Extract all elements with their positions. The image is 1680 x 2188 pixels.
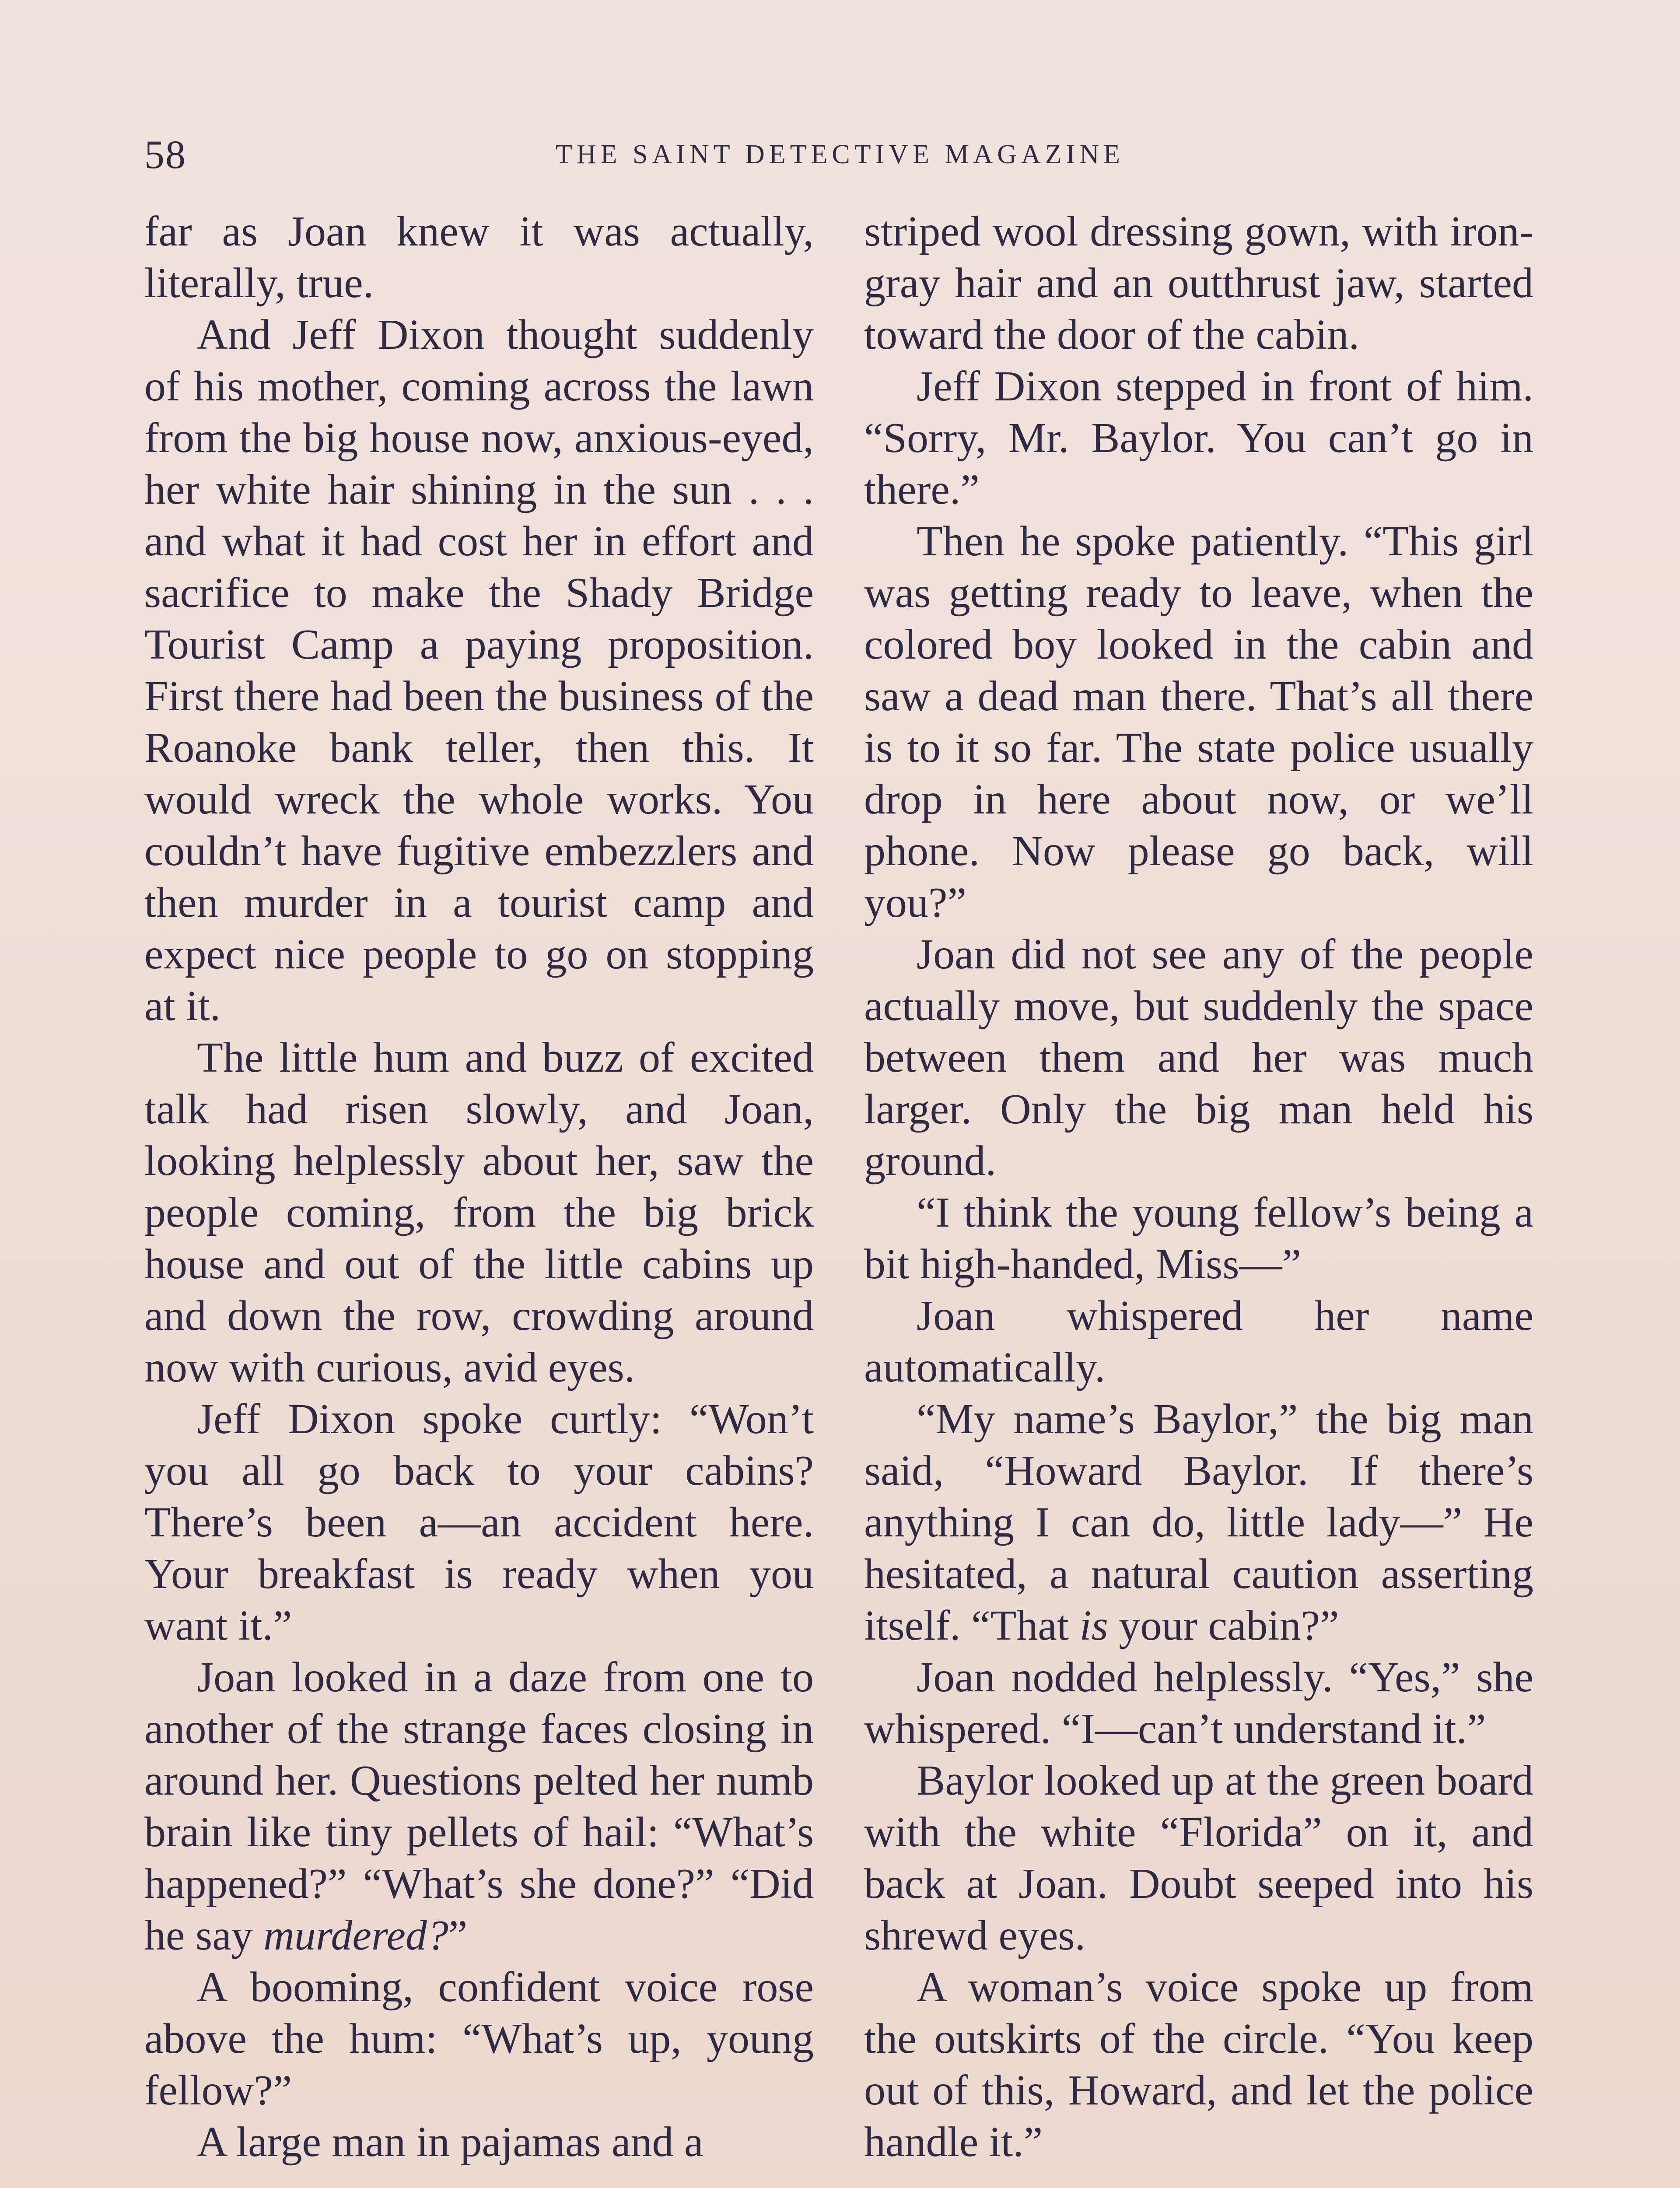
magazine-title: THE SAINT DETECTIVE MAGAZINE xyxy=(556,140,1124,169)
paragraph: far as Joan knew it was actually, literally, true. xyxy=(144,208,814,307)
paragraph: Baylor looked up at the green board with the white “Florida” on it, and back at Joan. Doubt seeped into his shrewd eyes. xyxy=(864,1757,1533,1959)
paragraph: A large man in pajamas and a xyxy=(197,2118,704,2166)
paragraph: Joan nodded helplessly. “Yes,” she whispered. “I—can’t understand it.” xyxy=(864,1654,1533,1753)
paragraph: Joan whispered her name automatically. xyxy=(864,1292,1533,1391)
running-head xyxy=(144,131,1536,179)
paragraph: The little hum and buzz of excited talk had risen slowly, and Joan, looking helplessly about her, saw the people coming, from the big brick house and out of the little cabins up and down the row, crowding around now with curious, avid eyes. xyxy=(144,1034,814,1391)
paragraph: And Jeff Dixon thought suddenly of his mother, coming across the lawn from the big house now, anxious-eyed, her white hair shining in the sun . . . and what it had cost her in effort and sacrifice to make the Shady Bridge Tourist Camp a paying proposition. First there had been the business of the Roanoke bank teller, then this. It would wreck the whole works. You couldn’t have fugitive embezzlers and then murder in a tourist camp and expect nice people to go on stopping at it. xyxy=(144,311,814,1030)
paragraph: Jeff Dixon stepped in front of him. “Sorry, Mr. Baylor. You can’t go in there.” xyxy=(864,363,1533,513)
paragraph xyxy=(144,1652,814,1961)
paragraph-text: Joan looked in a daze from one to another of the strange faces closing in around her. Questions pelted her numb brain like tiny pellets of hail: “What’s happened?” “What’s she done?” “Did he say xyxy=(144,1654,814,1959)
paragraph: Joan did not see any of the people actually move, but suddenly the space between them and her was much larger. Only the big man held his ground. xyxy=(864,931,1533,1185)
paragraph: striped wool dressing gown, with iron-gray hair and an outthrust jaw, started toward the door of the cabin. xyxy=(864,208,1533,358)
italic-emphasis: murdered? xyxy=(263,1912,448,1959)
paragraph: Then he spoke patiently. “This girl was getting ready to leave, when the colored boy looked in the cabin and saw a dead man there. That’s all there is to it so far. The state police usually drop in here about now, or we’ll phone. Now please go back, will you?” xyxy=(864,518,1533,926)
italic-emphasis: is xyxy=(1079,1602,1108,1649)
right-column xyxy=(864,206,1533,2168)
paragraph: A woman’s voice spoke up from the outskirts of the circle. “You keep out of this, Howard, and let the police handle it.” xyxy=(864,1964,1533,2166)
paragraph-text: ” xyxy=(448,1912,468,1959)
paragraph: A booming, confident voice rose above the hum: “What’s up, young fellow?” xyxy=(144,1964,814,2114)
page-number: 58 xyxy=(144,132,186,177)
left-column xyxy=(144,206,814,2168)
paragraph: “I think the young fellow’s being a bit high-handed, Miss—” xyxy=(864,1189,1533,1288)
paragraph: Jeff Dixon spoke curtly: “Won’t you all go back to your cabins? There’s been a—an accident here. Your breakfast is ready when you want it.” xyxy=(144,1396,814,1649)
paragraph-text: your cabin?” xyxy=(1108,1602,1339,1649)
paragraph-text: “My name’s Baylor,” the big man said, “Howard Baylor. If there’s anything I can do, little lady—” He hesitated, a natural caution asserting itself. “That xyxy=(864,1396,1533,1649)
paragraph xyxy=(864,1393,1533,1652)
